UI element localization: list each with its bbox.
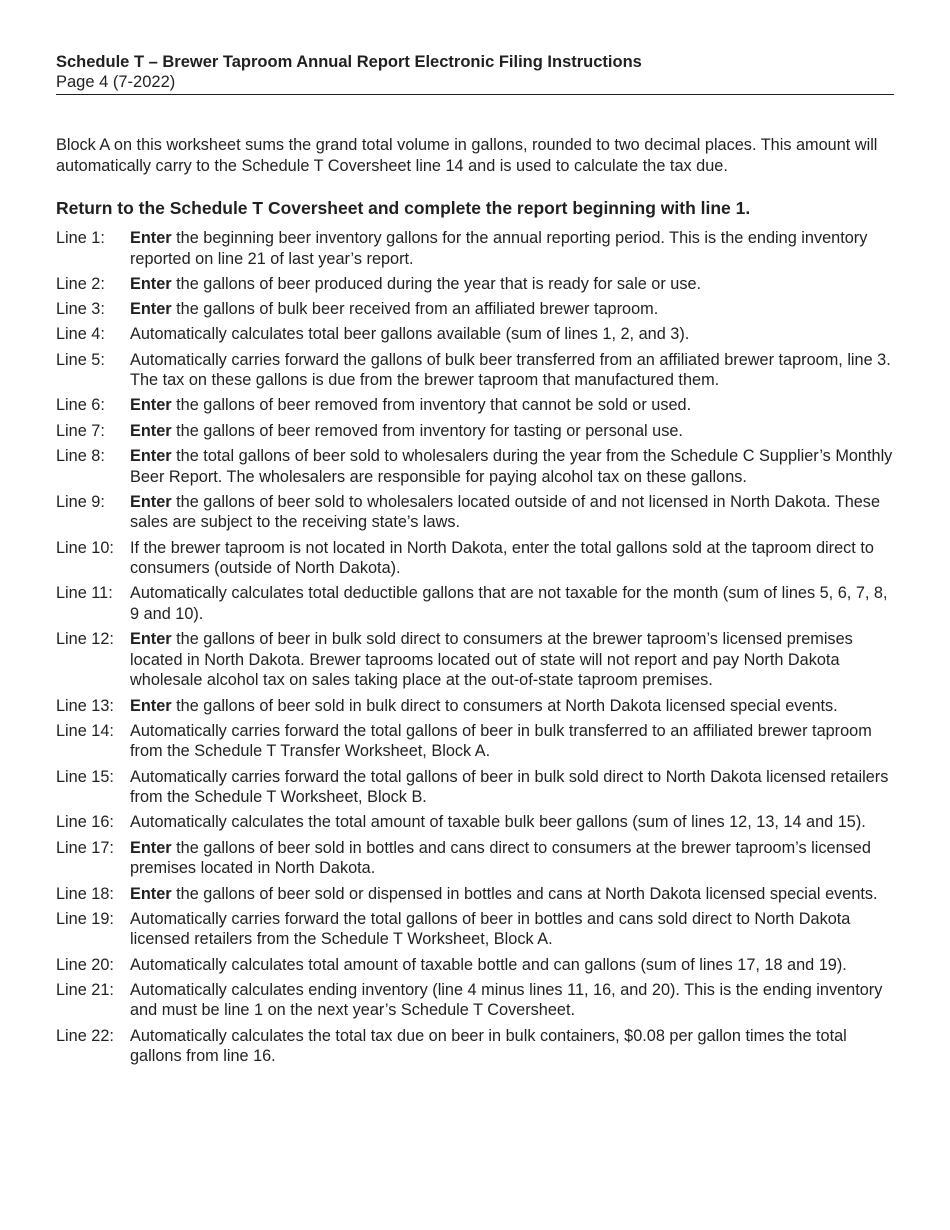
line-text: Automatically calculates the total amount of taxable bulk beer gallons (sum of lines 12, 13, 14 and 15). (130, 813, 866, 832)
page-number: Page 4 (7-2022) (56, 73, 176, 91)
line-item (56, 395, 901, 416)
line-text: the gallons of beer produced during the year that is ready for sale or use. (171, 274, 702, 293)
section-heading: Return to the Schedule T Coversheet and complete the report beginning with line 1. (56, 198, 751, 218)
line-text: the total gallons of beer sold to wholesalers during the year from the Schedule C Supplier’s Monthly Beer Report. The wholesalers are responsible for paying alcohol tax on these gallons. (130, 447, 893, 486)
line-action-keyword: Enter (130, 274, 172, 293)
line-text: the gallons of beer removed from inventory that cannot be sold or used. (171, 396, 692, 415)
line-text: Automatically carries forward the total gallons of beer in bulk sold direct to North Dakota licensed retailers from the Schedule T Worksheet, Block B. (130, 767, 889, 807)
line-item (56, 446, 901, 487)
line-action-keyword: Enter (130, 421, 172, 440)
line-item (56, 629, 901, 691)
line-text: Automatically carries forward the total gallons of beer in bottles and cans sold direct to North Dakota licensed retailers from the Schedule T Worksheet, Block A. (130, 909, 851, 949)
line-action-keyword: Enter (130, 630, 172, 649)
line-label: Line 8: (56, 447, 105, 466)
line-description (130, 446, 901, 487)
line-item (56, 838, 901, 879)
line-label: Line 7: (56, 421, 105, 440)
line-label: Line 9: (56, 492, 105, 511)
line-item (56, 1026, 901, 1067)
line-item (56, 909, 901, 950)
line-label: Line 1: (56, 229, 105, 247)
line-description (130, 980, 901, 1021)
line-item (56, 980, 901, 1021)
line-text: the gallons of bulk beer received from an affiliated brewer taproom. (171, 300, 659, 319)
line-item (56, 421, 901, 442)
line-label: Line 13: (56, 696, 114, 715)
line-description (130, 1026, 901, 1067)
line-label: Line 3: (56, 300, 105, 319)
line-label: Line 21: (56, 980, 114, 999)
line-description (130, 492, 901, 533)
line-action-keyword: Enter (130, 396, 172, 415)
line-text: Automatically calculates total deductible gallons that are not taxable for the month (sum of lines 5, 6, 7, 8, 9 and 10). (130, 584, 888, 623)
page-header (56, 52, 894, 95)
line-action-keyword: Enter (130, 696, 172, 715)
line-text: the gallons of beer sold in bottles and cans direct to consumers at the brewer taproom’s licensed premises located in North Dakota. (130, 838, 871, 878)
line-text: the gallons of beer sold to wholesalers located outside of and not licensed in North Dakota. These sales are subject to the receiving state’s laws. (130, 492, 880, 532)
line-text: Automatically calculates total beer gallons available (sum of lines 1, 2, and 3). (130, 325, 690, 344)
line-item (56, 884, 901, 905)
line-label: Line 10: (56, 538, 114, 557)
line-description (130, 955, 901, 976)
line-description (130, 583, 901, 624)
line-item (56, 228, 901, 269)
line-description (130, 421, 901, 442)
line-description (130, 395, 901, 416)
line-item (56, 492, 901, 533)
line-label: Line 4: (56, 325, 105, 344)
line-item (56, 583, 901, 624)
line-item (56, 696, 901, 717)
intro-paragraph: Block A on this worksheet sums the grand total volume in gallons, rounded to two decimal places. This amount will automatically carry to the Schedule T Coversheet line 14 and is used to calculate the tax due. (56, 136, 878, 175)
line-item (56, 324, 901, 345)
line-label: Line 17: (56, 838, 114, 857)
line-label: Line 20: (56, 955, 114, 974)
line-label: Line 14: (56, 721, 114, 740)
line-label: Line 5: (56, 350, 105, 369)
line-text: Automatically calculates ending inventory (line 4 minus lines 11, 16, and 20). This is the ending inventory and must be line 1 on the next year’s Schedule T Coversheet. (130, 980, 883, 1020)
line-description (130, 884, 901, 905)
line-description (130, 909, 901, 950)
line-text: Automatically carries forward the total gallons of beer in bulk transferred to an affiliated brewer taproom from the Schedule T Transfer Worksheet, Block A. (130, 721, 872, 761)
line-text: the beginning beer inventory gallons for the annual reporting period. This is the ending inventory reported on line 21 of last year’s report. (130, 229, 868, 268)
line-action-keyword: Enter (130, 229, 172, 247)
line-description (130, 812, 901, 833)
line-label: Line 16: (56, 813, 114, 832)
line-text: the gallons of beer in bulk sold direct to consumers at the brewer taproom’s licensed premises located in North Dakota. Brewer taprooms located out of state will not report and pay North Dakota wholesale alcohol tax on sales taking place at the out-of-state taproom premises. (130, 630, 853, 690)
line-action-keyword: Enter (130, 884, 172, 903)
line-text: the gallons of beer removed from inventory for tasting or personal use. (171, 421, 683, 440)
line-label: Line 6: (56, 396, 105, 415)
line-item (56, 955, 901, 976)
line-description (130, 696, 901, 717)
line-description (130, 629, 901, 691)
line-text: the gallons of beer sold or dispensed in bottles and cans at North Dakota licensed special events. (171, 884, 878, 903)
line-label: Line 18: (56, 884, 114, 903)
line-label: Line 11: (56, 584, 113, 603)
line-item (56, 299, 901, 320)
line-description (130, 228, 901, 269)
line-label: Line 19: (56, 909, 114, 928)
line-action-keyword: Enter (130, 447, 172, 466)
line-label: Line 22: (56, 1026, 114, 1045)
line-item (56, 350, 901, 391)
line-label: Line 2: (56, 274, 105, 293)
line-description (130, 538, 901, 579)
line-action-keyword: Enter (130, 300, 172, 319)
line-description (130, 324, 901, 345)
line-description (130, 299, 901, 320)
line-label: Line 12: (56, 630, 114, 649)
line-item (56, 274, 901, 295)
line-description (130, 274, 901, 295)
line-text: Automatically carries forward the gallons of bulk beer transferred from an affiliated brewer taproom, line 3. The tax on these gallons is due from the brewer taproom that manufactured them. (130, 350, 891, 390)
line-description (130, 767, 901, 808)
line-item (56, 812, 901, 833)
line-item (56, 767, 901, 808)
document-title: Schedule T – Brewer Taproom Annual Report Electronic Filing Instructions (56, 53, 642, 71)
line-item (56, 721, 901, 762)
line-text: the gallons of beer sold in bulk direct to consumers at North Dakota licensed special events. (171, 696, 838, 715)
line-action-keyword: Enter (130, 838, 172, 857)
line-description (130, 838, 901, 879)
line-text: Automatically calculates the total tax due on beer in bulk containers, $0.08 per gallon times the total gallons from line 16. (130, 1026, 847, 1066)
line-instructions-list (56, 228, 901, 1072)
line-action-keyword: Enter (130, 492, 172, 511)
line-description (130, 350, 901, 391)
line-label: Line 15: (56, 767, 114, 786)
line-text: If the brewer taproom is not located in North Dakota, enter the total gallons sold at the taproom direct to consumers (outside of North Dakota). (130, 538, 874, 578)
line-text: Automatically calculates total amount of taxable bottle and can gallons (sum of lines 17, 18 and 19). (130, 955, 847, 974)
line-item (56, 538, 901, 579)
line-description (130, 721, 901, 762)
